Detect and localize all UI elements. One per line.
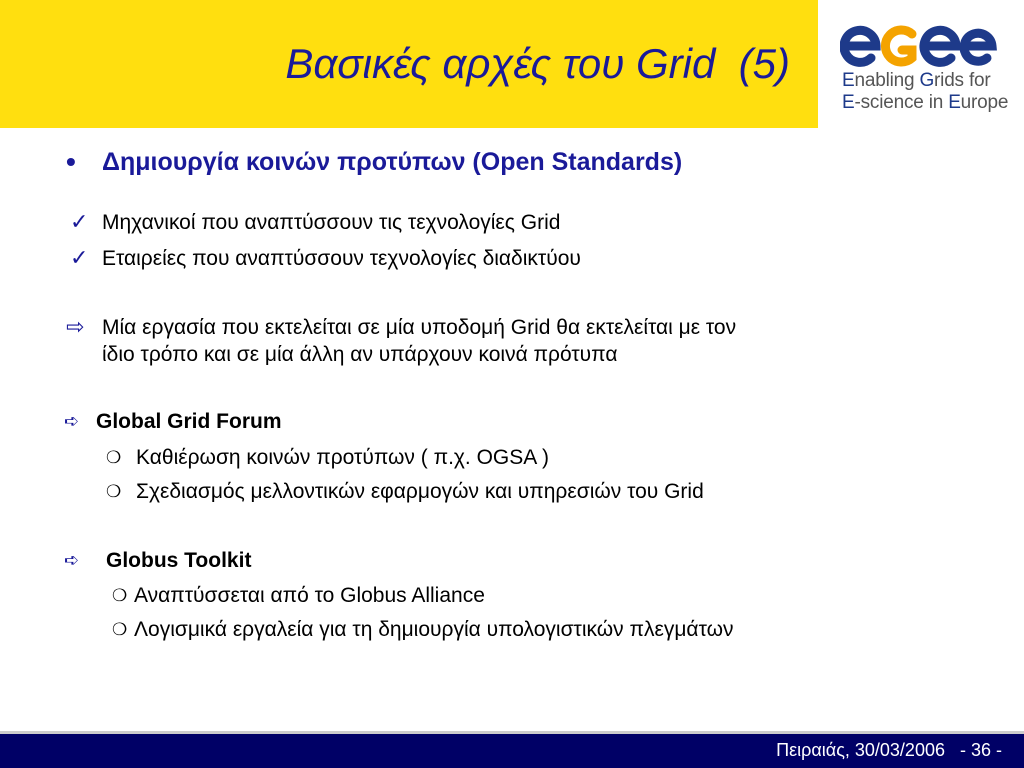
outline-arrow-icon: ➪ [64,411,80,431]
egee-logo [818,0,1024,128]
checkmark-icon: ✓ [70,209,89,234]
half-circle-bullet-icon: ❍ [106,448,122,467]
half-circle-bullet-icon: ❍ [106,482,122,501]
egee-wordmark-logo [840,22,1000,70]
outline-arrow-icon: ➪ [64,550,80,570]
checkmark-icon: ✓ [70,245,89,270]
title-band [0,0,818,128]
bullet-dot-icon: • [66,146,76,177]
slide-title: Βασικές αρχές του Grid (5) [285,40,790,87]
half-circle-bullet-icon: ❍ [112,586,128,605]
main-bullet-text: Δημιουργία κοινών προτύπων (Open Standards) [102,148,683,176]
logo-tagline-line2: E-science in Europe [842,92,1009,113]
footer-text: Πειραιάς, 30/03/2006 - 36 - [776,740,1002,760]
half-circle-bullet-icon: ❍ [112,620,128,639]
footer-bar [0,731,1024,768]
logo-tagline-line1: Enabling Grids for [842,70,991,91]
right-arrow-icon: ⇨ [66,314,85,339]
